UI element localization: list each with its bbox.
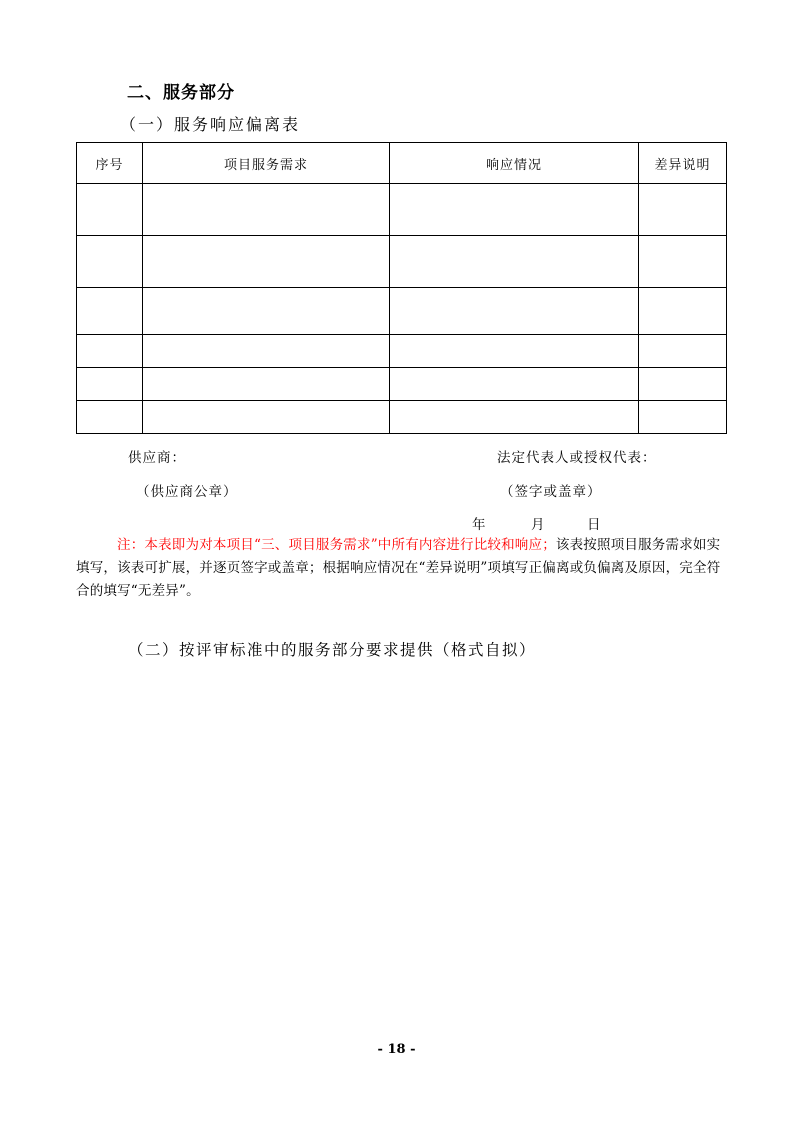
table-row: [77, 401, 727, 434]
cell-serial-number[interactable]: [77, 335, 143, 368]
cell-service-requirement[interactable]: [143, 184, 390, 236]
cell-service-requirement[interactable]: [143, 401, 390, 434]
note-paragraph: [76, 534, 728, 603]
cell-response[interactable]: [390, 335, 639, 368]
section-title: 二、服务部分: [127, 83, 235, 103]
section2-title: （二）按评审标准中的服务部分要求提供（格式自拟）: [128, 641, 537, 659]
supplier-label: 供应商：: [128, 450, 186, 466]
cell-deviation-note[interactable]: [639, 401, 727, 434]
cell-serial-number[interactable]: [77, 401, 143, 434]
sub-section-title: （一）服务响应偏离表: [120, 115, 301, 134]
cell-deviation-note[interactable]: [639, 184, 727, 236]
note-red-text: 注：本表即为对本项目“三、项目服务需求”中所有内容进行比较和响应；: [117, 537, 556, 553]
service-deviation-table: [76, 142, 727, 434]
supplier-seal-label: （供应商公章）: [136, 484, 238, 500]
cell-response[interactable]: [390, 401, 639, 434]
date-year-label: 年: [472, 517, 487, 533]
cell-service-requirement[interactable]: [143, 236, 390, 288]
table-row: [77, 335, 727, 368]
table-row: [77, 368, 727, 401]
table-row: [77, 236, 727, 288]
page-number: - 18 -: [377, 1042, 416, 1057]
table-row: [77, 288, 727, 335]
cell-service-requirement[interactable]: [143, 368, 390, 401]
cell-deviation-note[interactable]: [639, 368, 727, 401]
cell-response[interactable]: [390, 368, 639, 401]
cell-response[interactable]: [390, 236, 639, 288]
table-row: [77, 184, 727, 236]
note-black-text: 该表按照项目服务需求如实填写，该表可扩展，并逐页签字或盖章；根据响应情况在“差异说明”项填写正偏离或负偏离及原因，完全符合的填写“无差异”。: [76, 537, 721, 599]
date-month-label: 月: [531, 517, 546, 533]
header-service-requirement: 项目服务需求: [143, 143, 390, 184]
cell-serial-number[interactable]: [77, 184, 143, 236]
cell-serial-number[interactable]: [77, 236, 143, 288]
cell-response[interactable]: [390, 288, 639, 335]
cell-service-requirement[interactable]: [143, 335, 390, 368]
cell-deviation-note[interactable]: [639, 288, 727, 335]
cell-serial-number[interactable]: [77, 368, 143, 401]
cell-deviation-note[interactable]: [639, 335, 727, 368]
cell-service-requirement[interactable]: [143, 288, 390, 335]
cell-response[interactable]: [390, 184, 639, 236]
table-header-row: [77, 143, 727, 184]
legal-representative-label: 法定代表人或授权代表：: [497, 450, 657, 466]
cell-serial-number[interactable]: [77, 288, 143, 335]
header-deviation-note: 差异说明: [639, 143, 727, 184]
header-serial-number: 序号: [77, 143, 143, 184]
header-response: 响应情况: [390, 143, 639, 184]
sign-or-seal-label: （签字或盖章）: [500, 484, 602, 500]
date-day-label: 日: [587, 517, 602, 533]
cell-deviation-note[interactable]: [639, 236, 727, 288]
